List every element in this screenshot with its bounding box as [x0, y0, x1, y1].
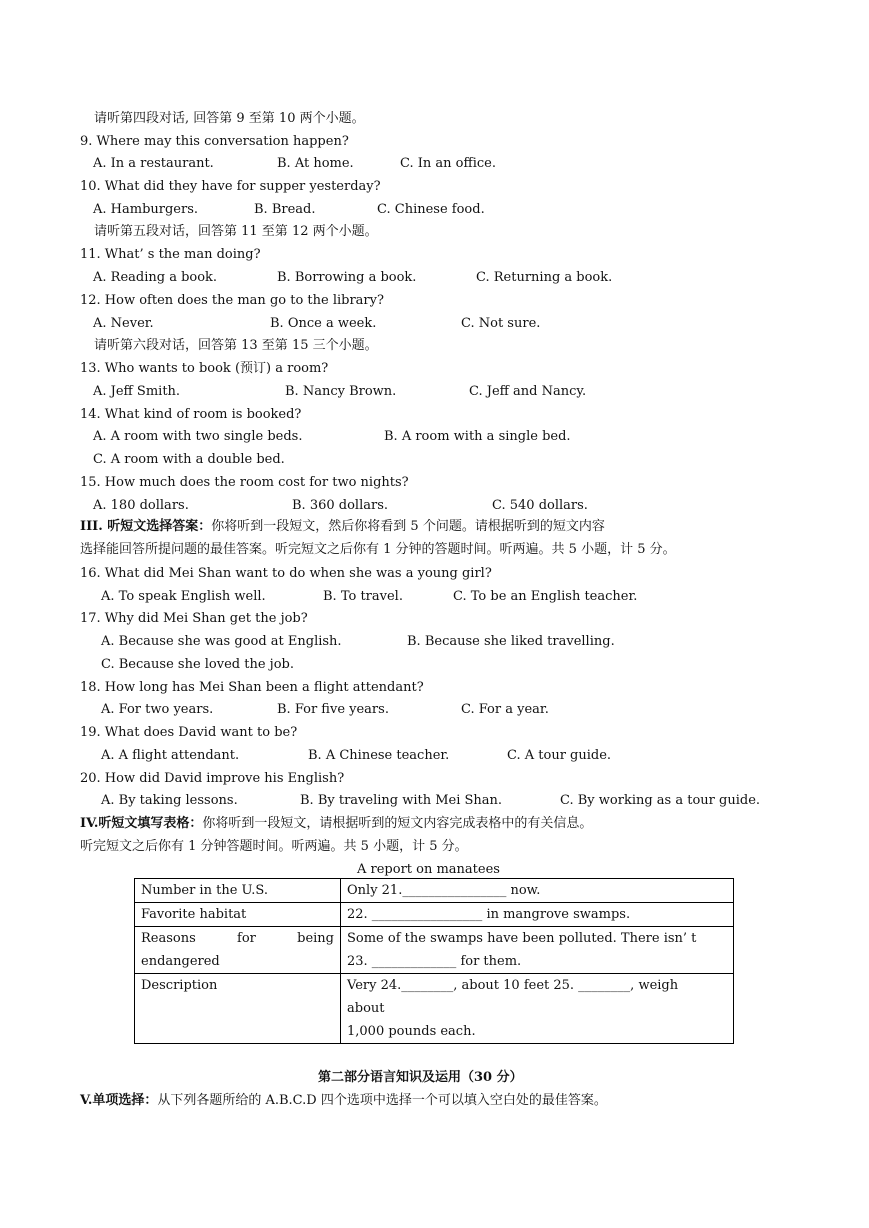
table-cell-line: 1,000 pounds each. [347, 1024, 476, 1039]
table-caption: A report on manatees [357, 862, 500, 877]
section-instruction: 请听第五段对话，回答第 11 至第 12 两个小题。 [94, 224, 378, 239]
option-a: A. In a restaurant. [93, 156, 214, 171]
question-text: 19. What does David want to be? [80, 725, 298, 740]
option-c: C. In an office. [400, 156, 496, 171]
question-text: 9. Where may this conversation happen? [80, 134, 349, 149]
option-c: C. By working as a tour guide. [560, 793, 761, 808]
table-row [135, 903, 734, 927]
option-a: A. To speak English well. [101, 589, 266, 604]
option-b: B. For five years. [277, 702, 389, 717]
question-text: 11. What’ s the man doing? [80, 247, 261, 262]
option-b: B. Borrowing a book. [277, 270, 417, 285]
option-b: B. Bread. [254, 202, 316, 217]
option-b: B. At home. [277, 156, 354, 171]
part-two-title: 第二部分语言知识及运用（30 分） [318, 1070, 523, 1085]
option-b: B. A Chinese teacher. [308, 748, 450, 763]
option-c: C. Not sure. [461, 316, 541, 331]
section-instruction: 请听第六段对话，回答第 13 至第 15 三个小题。 [94, 338, 378, 353]
part-instruction [80, 1092, 607, 1110]
question-text: 14. What kind of room is booked? [80, 407, 302, 422]
part-text: 你将听到一段短文，然后你将看到 5 个问题。请根据听到的短文内容 [211, 519, 605, 534]
question-text: 10. What did they have for supper yesterday? [80, 179, 381, 194]
option-a: A. Jeff Smith. [93, 384, 181, 399]
option-b: B. Once a week. [270, 316, 377, 331]
section-instruction: 请听第四段对话, 回答第 9 至第 10 两个小题。 [94, 111, 365, 126]
question-text: 17. Why did Mei Shan get the job? [80, 611, 308, 626]
option-c: C. A tour guide. [507, 748, 612, 763]
table-cell-line: 23. _____________ for them. [347, 954, 522, 969]
option-b: B. A room with a single bed. [384, 429, 571, 444]
table-row [135, 927, 734, 974]
part-label: III. 听短文选择答案： [80, 519, 212, 534]
table-cell-value [341, 927, 734, 974]
option-c: C. 540 dollars. [492, 498, 588, 513]
option-b: B. By traveling with Mei Shan. [300, 793, 503, 808]
option-a: A. A flight attendant. [101, 748, 240, 763]
table-cell-key: Description [135, 974, 341, 1044]
option-a: A. Hamburgers. [93, 202, 199, 217]
option-b: B. Because she liked travelling. [407, 634, 615, 649]
part-label: V.单项选择： [80, 1093, 158, 1108]
table-cell-line: Very 24.________, about 10 feet 25. ________, weigh [347, 978, 679, 993]
question-text: 16. What did Mei Shan want to do when she was a young girl? [80, 566, 492, 581]
question-text: 15. How much does the room cost for two nights? [80, 475, 409, 490]
table-row [135, 879, 734, 903]
option-a: A. 180 dollars. [93, 498, 189, 513]
option-c: C. For a year. [461, 702, 549, 717]
table-cell-key: Favorite habitat [135, 903, 341, 927]
table-cell-line: Some of the swamps have been polluted. There isn’ t [347, 931, 697, 946]
question-text: 12. How often does the man go to the library? [80, 293, 384, 308]
part-instruction-cont: 选择能回答所提问题的最佳答案。听完短文之后你有 1 分钟的答题时间。听两遍。共 5 小题，计 5 分。 [80, 542, 676, 557]
table-cell-key: Number in the U.S. [135, 879, 341, 903]
question-text: 13. Who wants to book (预订) a room? [80, 361, 329, 376]
table-cell-value: 22. _________________ in mangrove swamps. [341, 903, 734, 927]
part-instruction [80, 815, 592, 833]
option-c: C. Because she loved the job. [101, 657, 294, 672]
option-b: B. 360 dollars. [292, 498, 388, 513]
question-text: 18. How long has Mei Shan been a flight attendant? [80, 680, 424, 695]
option-c: C. To be an English teacher. [453, 589, 638, 604]
part-text: 你将听到一段短文，请根据听到的短文内容完成表格中的有关信息。 [202, 816, 593, 831]
table-row [135, 974, 734, 1044]
table-cell-line: about [347, 1001, 385, 1016]
part-text: 从下列各题所给的 A.B.C.D 四个选项中选择一个可以填入空白处的最佳答案。 [157, 1093, 607, 1108]
option-a: A. By taking lessons. [101, 793, 238, 808]
table-cell-value: Only 21.________________ now. [341, 879, 734, 903]
option-c: C. Chinese food. [377, 202, 485, 217]
table-cell-key: Reasons for being endangered [135, 927, 341, 974]
question-text: 20. How did David improve his English? [80, 771, 345, 786]
part-label: IV.听短文填写表格： [80, 816, 203, 831]
option-a: A. A room with two single beds. [93, 429, 303, 444]
option-b: B. Nancy Brown. [285, 384, 397, 399]
option-c: C. Jeff and Nancy. [469, 384, 587, 399]
report-table [134, 878, 734, 1044]
option-a: A. Reading a book. [93, 270, 218, 285]
option-c: C. Returning a book. [476, 270, 613, 285]
option-a: A. For two years. [101, 702, 214, 717]
part-instruction-cont: 听完短文之后你有 1 分钟答题时间。听两遍。共 5 小题，计 5 分。 [80, 839, 468, 854]
option-a: A. Because she was good at English. [101, 634, 342, 649]
option-b: B. To travel. [323, 589, 403, 604]
part-instruction [80, 518, 605, 536]
option-c: C. A room with a double bed. [93, 452, 285, 467]
option-a: A. Never. [93, 316, 154, 331]
table-cell-value [341, 974, 734, 1044]
